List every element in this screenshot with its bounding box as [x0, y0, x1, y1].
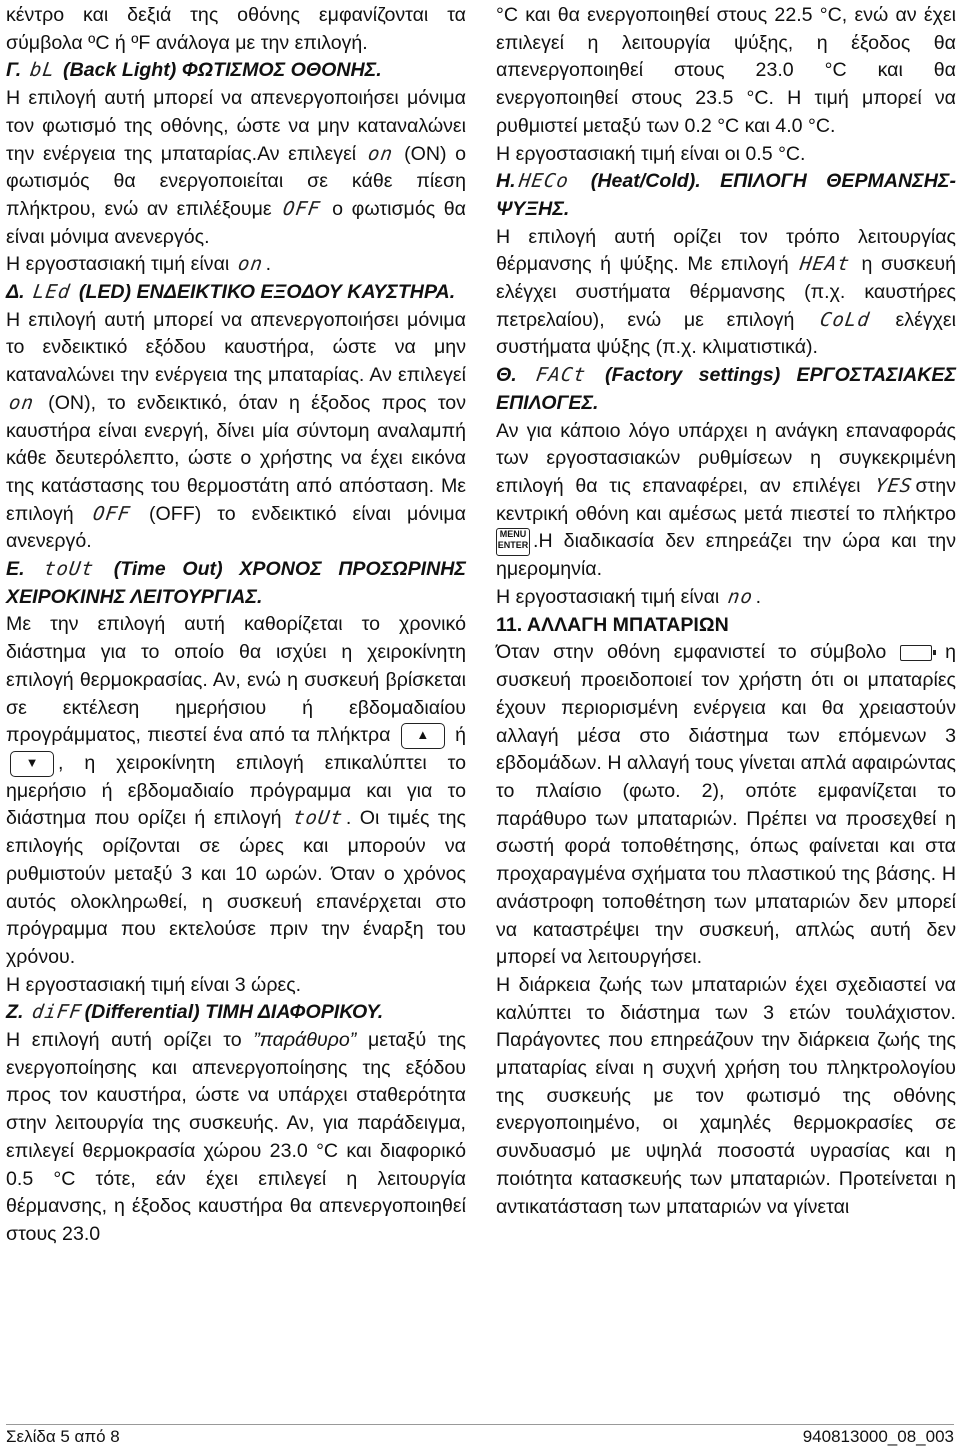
paragraph: °C και θα ενεργοποιηθεί στους 22.5 °C, ενώ αν έχει επιλεγεί η λειτουργία ψύξης, η έξοδος θα απενεργοποιηθεί στους 23.0 °C και θα ενεργοποιηθεί στους 23.5 °C. Η τιμή μπορεί να ρυθμιστεί μεταξύ των 0.2 °C και 4.0 °C. — [496, 4, 956, 137]
paragraph: κέντρο και δεξιά της οθόνης εμφανίζονται τα σύμβολα ºC ή ºF ανάλογα με την επιλογή. — [6, 4, 466, 54]
up-arrow-key-icon: ▲ — [401, 723, 445, 749]
paragraph: Η διάρκεια ζωής των μπαταριών έχει σχεδιαστεί να καλύπτει το διάστημα των 3 ετών τουλάχιστον. Παράγοντες που επηρεάζουν την διάρκεια ζωής της μπαταρίας είναι η συχνή χρήση του πληκτρολογίου της συσκευής με τον φωτισμό της οθόνης ενεργοποιημένο, οι χαμηλές θερμοκρασίες σε συνδυασμό με υψηλά ποσοστά υγρασίας και η ποιότητα κατασκευής των μπαταριών. Προτείνεται η αντικατάσταση των μπαταριών να γίνεται — [496, 973, 956, 1218]
lcd-code: diFF — [30, 1001, 84, 1024]
lcd-code: no — [726, 586, 755, 609]
lcd-code: bL — [28, 59, 57, 82]
lcd-code: toUt — [42, 558, 96, 581]
document-code: 940813000_08_003 — [802, 1427, 954, 1446]
lcd-code: on — [366, 142, 395, 165]
lcd-code: OFF — [91, 502, 132, 525]
lcd-code: CoLd — [818, 308, 872, 331]
lcd-code: on — [236, 253, 265, 276]
section-heading-d: Δ. LEd (LED) ΕΝΔΕΙΚΤΙΚΟ ΕΞΟΔΟΥ ΚΑΥΣΤΗΡΑ. — [6, 279, 466, 307]
paragraph: Όταν στην οθόνη εμφανιστεί το σύμβολο η συσκευή προειδοποιεί τον χρήστη ότι οι μπαταρίες έχουν περιορισμένη ενέργεια και θα χρειαστούν αλλαγή μέσα στο διάστημα των επόμενων 3 εβδομάδων. Η αλλαγή τους γίνεται απλά αφαιρώντας το πλαίσιο (φωτο. 2), οπότε εμφανίζεται το παράθυρο των μπαταριών. Πρέπει να προσεχθεί η σωστή φορά τοποθέτησης, όπως φαίνεται και στα προχαραγμένα σχήματα του πλαστικού της βάσης. Η ανάστροφη τοποθέτηση των μπαταριών δεν μπορεί να καταστρέψει την συσκευή, απλώς αυτή δεν μπορεί να λειτουργήσει. — [496, 641, 956, 969]
paragraph: Η επιλογή αυτή μπορεί να απενεργοποιήσει μόνιμα το ενδεικτικό εξόδου καυστήρα, ώστε να μην καταναλώνει την ενέργεια της μπαταρίας. Αν επιλεγεί on (ON), το ενδεικτικό, όταν η έξοδος προς τον καυστήρα είναι ενεργή, δίνει μία σύντομη αναλαμπή κάθε δευτερόλεπτο, ώστε ο χρήστης να έχει εικόνα της κατάστασης του θερμοστάτη από απόσταση. Με επιλογή OFF (OFF) το ενδεικτικό είναι μόνιμα ανενεργό. — [6, 308, 466, 553]
lcd-code: FACt — [534, 364, 588, 387]
right-column — [496, 2, 956, 1221]
lcd-code: toUt — [291, 807, 345, 830]
paragraph: Η επιλογή αυτή ορίζει το ”παράθυρο” μεταξύ της ενεργοποίησης και απενεργοποίησης της εξόδου προς τον καυστήρα, ώστε να υπάρχει σταθερότητα στην λειτουργία της συσκευής. Αν, για παράδειγμα, επιλεγεί θερμοκρασία χώρου 23.0 °C και διαφορικό 0.5 °C τότε, εάν έχει επιλεγεί η λειτουργία θέρμανσης, η έξοδος καυστήρα θα απενεργοποιηθεί στους 23.0 — [6, 1029, 466, 1245]
footer-divider — [6, 1424, 954, 1425]
page-number: Σελίδα 5 από 8 — [6, 1427, 120, 1446]
lcd-code: LEd — [31, 281, 73, 304]
menu-enter-key-icon: MENU ENTER — [496, 528, 530, 556]
lcd-code: YES — [873, 474, 915, 497]
paragraph: Με την επιλογή αυτή καθορίζεται το χρονικό διάστημα για το οποίο θα ισχύει η χειροκίνητη επιλογή θερμοκρασίας. Αν, ενώ η συσκευή βρίσκεται σε εκτέλεση ημερήσιου ή εβδομαδιαίου προγράμματος, πιεστεί ένα από τα πλήκτρα ▲ ή ▼ , η χειροκίνητη επιλογή επικαλύπτει το ημερήσιο ή εβδομαδιαίο πρόγραμμα και για το διάστημα που ορίζει ή επιλογή toUt. Οι τιμές της επιλογής ορίζονται σε ώρες και μπορούν να ρυθμιστούν μεταξύ 3 και 10 ωρών. Όταν ο χρόνος αυτός ολοκληρωθεί, η συσκευή επανέρχεται στο πρόγραμμα που εκτελούσε πριν την έναρξη του χρόνου. — [6, 613, 467, 968]
default-value: Η εργοστασιακή τιμή είναι οι 0.5 °C. — [496, 142, 806, 165]
default-value: Η εργοστασιακή τιμή είναι on. — [6, 251, 466, 279]
lcd-code: HECo — [517, 170, 571, 193]
lcd-code: OFF — [281, 197, 323, 220]
section-title-11: 11. ΑΛΛΑΓΗ ΜΠΑΤΑΡΙΩΝ — [496, 613, 729, 636]
section-heading-g: Γ. bL (Back Light) ΦΩΤΙΣΜΟΣ ΟΘΟΝΗΣ. — [6, 57, 466, 85]
paragraph: Η επιλογή αυτή μπορεί να απενεργοποιήσει μόνιμα τον φωτισμό της οθόνης, ώστε να μην καταναλώνει την ενέργεια της μπαταρίας.Αν επιλεγεί on (ON) ο φωτισμός θα ενεργοποιείται σε κάθε πίεση πλήκτρου, ενώ αν επιλέξουμε OFF ο φωτισμός θα είναι μόνιμα ανενεργός. — [6, 87, 466, 248]
section-heading-h: Η.HECo (Heat/Cold). ΕΠΙΛΟΓΗ ΘΕΡΜΑΝΣΗΣ-ΨΥΞΗΣ. — [496, 170, 956, 220]
section-heading-e: Ε. toUt (Time Out) ΧΡΟΝΟΣ ΠΡΟΣΩΡΙΝΗΣ ΧΕΙΡΟΚΙΝΗΣ ΛΕΙΤΟΥΡΓΙΑΣ. — [6, 558, 466, 608]
lcd-code: HEAt — [798, 253, 852, 276]
default-value: Η εργοστασιακή τιμή είναι no. — [496, 584, 956, 612]
paragraph: Η επιλογή αυτή ορίζει τον τρόπο λειτουργίας θέρμανσης ή ψύξης. Με επιλογή HEAt η συσκευή ελέγχει συστήματα θέρμανσης (π.χ. καυστήρες πετρελαίου), ενώ με επιλογή CoLd ελέγχει συστήματα ψύξης (π.χ. κλιματιστικά). — [496, 225, 957, 359]
section-heading-z: Ζ. diFF(Differential) ΤΙΜΗ ΔΙΑΦΟΡΙΚΟΥ. — [6, 999, 466, 1027]
down-arrow-key-icon: ▼ — [10, 751, 54, 777]
default-value: Η εργοστασιακή τιμή είναι 3 ώρες. — [6, 973, 302, 996]
paragraph: Αν για κάποιο λόγο υπάρχει η ανάγκη επαναφοράς των εργοστασιακών ρυθμίσεων η συγκεκριμένη επιλογή θα τις επαναφέρει, αν επιλέγει YESστην κεντρική οθόνη και αμέσως μετά πιεστεί το πλήκτρο MENU ENTER .Η διαδικασία δεν επηρεάζει την ώρα και την ημερομηνία. — [496, 419, 956, 581]
left-column — [6, 2, 466, 1249]
section-heading-t: Θ. FACt (Factory settings) ΕΡΓΟΣΤΑΣΙΑΚΕΣ ΕΠΙΛΟΓΕΣ. — [496, 364, 957, 414]
lcd-code: on — [7, 391, 36, 414]
battery-icon — [900, 645, 932, 661]
